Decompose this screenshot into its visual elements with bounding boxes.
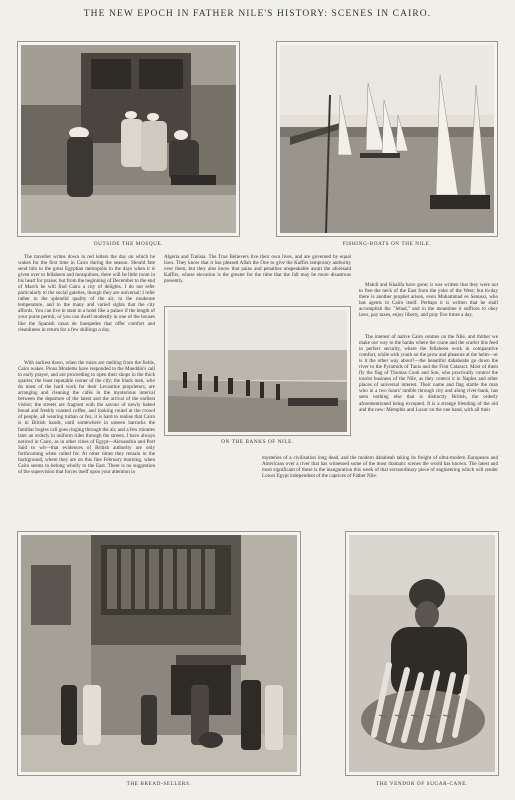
article-column-1b — [18, 360, 155, 530]
caption-mosque: OUTSIDE THE MOSQUE. — [93, 241, 164, 247]
article-column-3b — [359, 334, 498, 454]
caption-cane: THE VENDOR OF SUGAR-CANE. — [376, 781, 468, 787]
cane-image — [349, 535, 495, 772]
article-column-3 — [359, 282, 498, 334]
column-1-paragraph-1: The traveller writes down in red letters the day on which he wakes for the first time in Cairo during the season. Should fate send him to the great Egyptian metropolis in the days when it is given over to fellaheen and mosquitoes, there will be little room in his heart for praise; but from the beginning of December to the end of March he will find Cairo a city of delights. I do not refer particularly to the social gaieties, though they are universal; I refer rather to the splendid quality of the air, to the moderate temperature, and to the many and varied sights that the city affords. You can live in state in a hotel like a palace if the length of your purse permit, or you can dwell modestly in one of the houses like the Spanish casas de huespedes that offer comfort and cleanliness in return for a few shillings a day. — [18, 254, 155, 333]
boats-image — [280, 45, 494, 233]
caption-boats: FISHING-BOATS ON THE NILE. — [342, 241, 432, 247]
article-column-1 — [18, 254, 155, 360]
article-column-bottom — [262, 455, 498, 527]
article-column-2 — [164, 254, 351, 302]
column-3-paragraph-2: The interest of native Cairo centres on the Nile, and thither we make our way to the banks where the crane and the scarlet ibis feed in perfect security, where the fellaheen work in comparative comfort, while with youth on the prow and pleasure at the helm—or is it the other way about?—the beautiful dahabeahs go down the river to the Pyramids of Tanis and the First Cataract. Most of them fly the flag of Thomas Cook and Son, who practically control the tourist business of the Nile, as they control it in Naples and other places of universal interest. Their name and flag startle the man who in a two hours' ramble through city and along river-bank, has seen nothing else that is distinctly British, the orderly aforementioned being excepted. It is a strange blending of the old and the new: Memphis and Luxor on the one hand, with all their — [359, 334, 498, 413]
mosque-image — [21, 45, 236, 233]
bottom-paragraph: mysteries of a civilisation long dead, and the modern dahabeah taking its freight of ultra-modern Europeans and Americans over a river that has witnessed some of the most dramatic scenes the world has known. The latest and most significant of these is the inauguration this week of that extraordinary piece of engineering which will render Lower Egypt independent of the caprices of Father Nile. — [262, 455, 498, 480]
page-title: THE NEW EPOCH IN FATHER NILE'S HISTORY: SCENES IN CAIRO. — [83, 9, 432, 19]
column-3-paragraph-1: Mahdi and Khalifa have gone; it was written that they were not to free the neck of the East from the yoke of the West; but to-day there is another prophet arisen, even Muhammad es Senussi, who has agents in Cairo itself. Perhaps it is written that he shall accomplish the "Jehad," and in the meantime it suffices to obey laws, pay taxes, enjoy liberty, and pray five times a day. — [359, 282, 498, 319]
photo-banks-of-nile — [164, 306, 351, 436]
column-2-paragraph-1: Algeria and Tunisia. The True Believers live their own lives, and are governed by equal laws. They know that it has pleased Allah the One to give the Kaffirs temporary authority over them, but they also know that pains and penalties unspeakable await the aforesaid Kaffirs, whose elevation is the greater for the time that the fall may be more disastrous presently. — [164, 254, 351, 285]
banks-image — [168, 310, 347, 432]
photo-fishing-boats — [276, 41, 498, 237]
photo-bread-sellers — [17, 531, 301, 776]
column-1-paragraph-2: With earliest dawn, when the mists are melting from the fields, Cairo wakes. Pious Moslems have responded to the Mueddin's call to early prayer, and are proceeding to open their shops in the thick quarter, the least reputable corner of the city; the black men, who do most of the hard work for their Levantine proprietors, are arranging and cleaning the cafés in the mysterious interval between the departure of the latest and the arrival of the earliest visitor; the streets are fragrant with the savour of newly baked bread and freshly roasted coffee, and looking round at the crowd of people, all wearing turban or fez, it is hard to realise that Cairo is in British hands, until somewhere in unseen barracks the familiar bugles call goes ringing through the air, and a few minutes later an orderly in uniform rides through the streets. I have always noticed in Cairo, as in other cities of Egypt—Alexandria and Port Said to wit—that evidences of British authority are only forthcoming when called for. At other times they remain in the background, where they are on this fine February morning, when Cairo seems to belong wholly to the East. There is no suggestion of the supervision that forces itself upon your attention in — [18, 360, 155, 475]
photo-sugar-cane-vendor — [345, 531, 499, 776]
bread-image — [21, 535, 297, 772]
photo-outside-the-mosque — [17, 41, 240, 237]
caption-bread: THE BREAD-SELLERS. — [126, 781, 192, 787]
caption-banks: ON THE BANKS OF NILE. — [221, 439, 294, 445]
